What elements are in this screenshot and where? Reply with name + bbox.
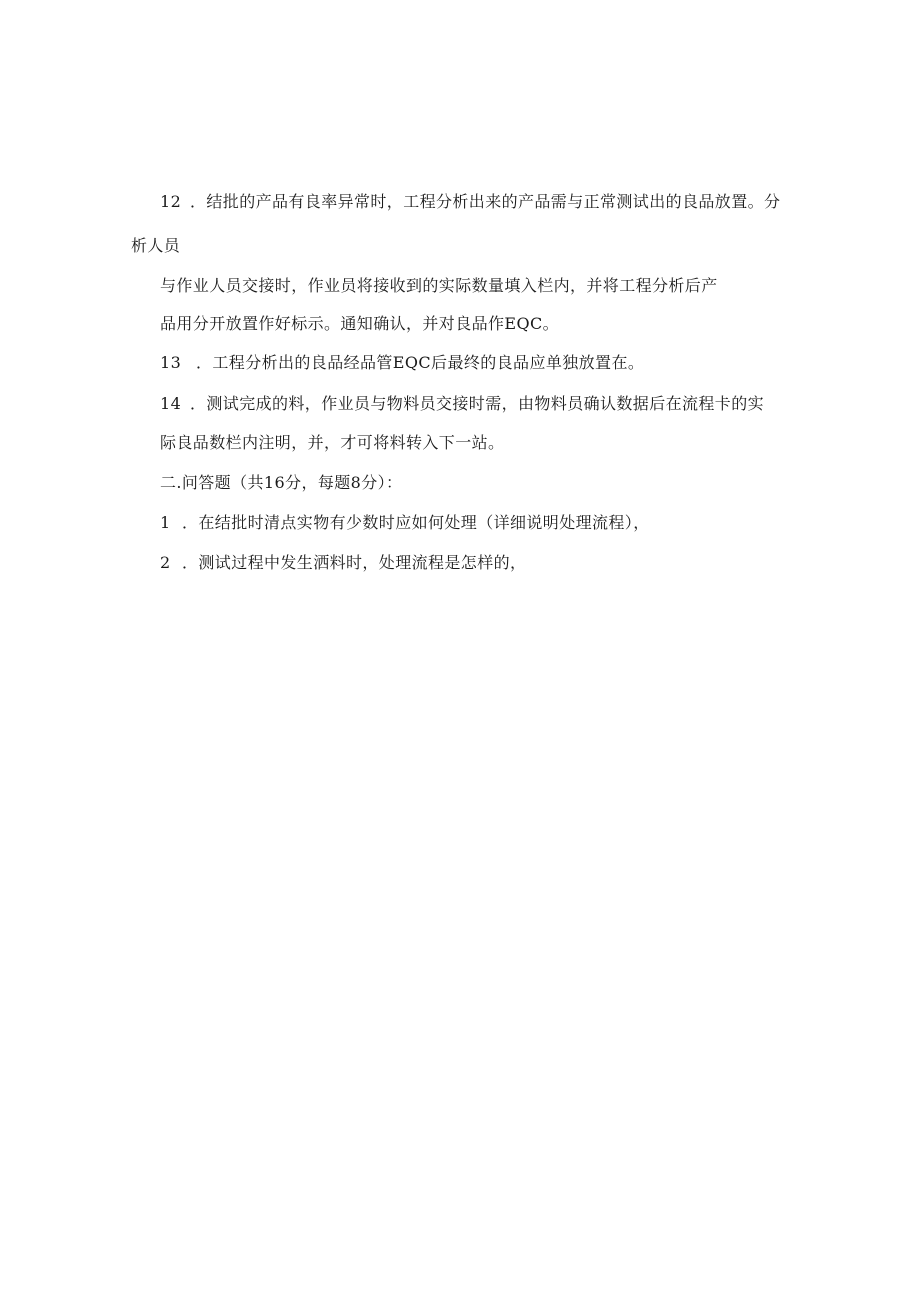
item-continuation: 与作业人员交接时，作业员将接收到的实际数量填入栏内，并将工程分析后产 <box>160 276 718 295</box>
item-text: ．测试完成的料，作业员与物料员交接时需，由物料员确认数据后在流程卡的实 <box>190 394 765 413</box>
item-12-line-1 <box>160 192 780 212</box>
item-continuation: 品用分开放置作好标示。通知确认，并对良品作EQC。 <box>160 314 560 333</box>
question-number: 1 <box>160 513 171 532</box>
question-1 <box>160 513 650 533</box>
section-heading-text: 二.问答题（共16分，每题8分）： <box>160 473 403 492</box>
section-heading <box>160 473 402 493</box>
question-2 <box>160 553 526 573</box>
question-text: ．在结批时清点实物有少数时应如何处理（详细说明处理流程）， <box>182 513 650 532</box>
item-text: ．工程分析出的良品经品管EQC后最终的良品应单独放置在。 <box>196 353 645 372</box>
question-text: ．测试过程中发生洒料时，处理流程是怎样的， <box>182 553 527 572</box>
item-number: 12 <box>160 192 182 211</box>
item-continuation: 析人员 <box>131 236 181 255</box>
item-12-line-4 <box>160 314 559 334</box>
item-text: ．结批的产品有良率异常时，工程分析出来的产品需与正常测试出的良品放置。分 <box>190 192 781 211</box>
item-12-line-2 <box>131 236 180 256</box>
item-12-line-3 <box>160 276 718 296</box>
item-number: 13 <box>160 353 182 372</box>
question-number: 2 <box>160 553 171 572</box>
item-14-line-2 <box>160 433 504 453</box>
item-continuation: 际良品数栏内注明，并，才可将料转入下一站。 <box>160 433 505 452</box>
item-number: 14 <box>160 394 182 413</box>
item-13-line-1 <box>160 353 644 373</box>
item-14-line-1 <box>160 394 764 414</box>
